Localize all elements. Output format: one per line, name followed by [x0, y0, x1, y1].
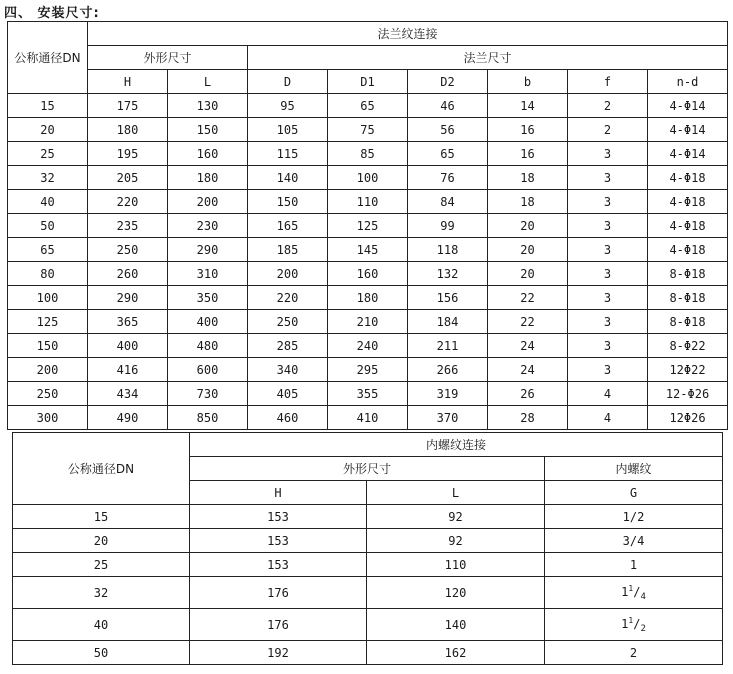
table-cell: 405 [248, 382, 328, 406]
table-cell: 4-Φ14 [648, 94, 728, 118]
outline-header: 外形尺寸 [190, 457, 545, 481]
table-cell: 410 [328, 406, 408, 430]
table-cell: 28 [488, 406, 568, 430]
table-cell: 40 [8, 190, 88, 214]
table-cell: 295 [328, 358, 408, 382]
table-cell: 3 [568, 142, 648, 166]
table-cell: 460 [248, 406, 328, 430]
table-cell: 16 [488, 142, 568, 166]
table-cell: 4-Φ18 [648, 214, 728, 238]
table-cell: 2 [568, 118, 648, 142]
table-cell: 16 [488, 118, 568, 142]
table-cell: 2 [568, 94, 648, 118]
table-cell: 319 [408, 382, 488, 406]
g-numerator: 1 [628, 615, 634, 625]
table-cell: 150 [168, 118, 248, 142]
g-cell: $1^1/_4$ [545, 577, 723, 609]
table-cell: 355 [328, 382, 408, 406]
table-cell: 118 [408, 238, 488, 262]
table-row [13, 505, 723, 529]
table-cell: 240 [328, 334, 408, 358]
table-row [8, 214, 728, 238]
group-header: 法兰纹连接 [88, 22, 728, 46]
table-row [8, 118, 728, 142]
table-cell: 4 [568, 406, 648, 430]
table-cell: 250 [8, 382, 88, 406]
table-cell: 8-Φ22 [648, 334, 728, 358]
table-cell: 3 [568, 214, 648, 238]
table-cell: 22 [488, 310, 568, 334]
table-row [8, 286, 728, 310]
thread-dimension-table [12, 432, 723, 665]
table-cell: 100 [8, 286, 88, 310]
table-row [8, 358, 728, 382]
table-cell: 290 [168, 238, 248, 262]
table-cell: 416 [88, 358, 168, 382]
table-cell: 3 [568, 286, 648, 310]
table-cell: 730 [168, 382, 248, 406]
table-row [13, 577, 723, 609]
table-cell: 210 [328, 310, 408, 334]
table-cell: 156 [408, 286, 488, 310]
table-cell: 3 [568, 262, 648, 286]
table-row [8, 238, 728, 262]
table-cell: 8-Φ18 [648, 286, 728, 310]
flange-header: 法兰尺寸 [248, 46, 728, 70]
g-cell: 1 [545, 553, 723, 577]
l-cell: 110 [367, 553, 545, 577]
table-cell: 150 [248, 190, 328, 214]
table-cell: 185 [248, 238, 328, 262]
table-cell: 24 [488, 358, 568, 382]
table-cell: 220 [248, 286, 328, 310]
g-denominator: 4 [640, 591, 646, 602]
g-whole: 1 [621, 584, 629, 599]
table-cell: 400 [88, 334, 168, 358]
table-cell: 150 [8, 334, 88, 358]
table-cell: 20 [488, 214, 568, 238]
table-cell: 200 [248, 262, 328, 286]
table-cell: 46 [408, 94, 488, 118]
table-cell: 180 [88, 118, 168, 142]
table-cell: 490 [88, 406, 168, 430]
table-cell: 20 [488, 262, 568, 286]
column-header: b [488, 70, 568, 94]
table-cell: 20 [488, 238, 568, 262]
table-cell: 65 [328, 94, 408, 118]
table-cell: 14 [488, 94, 568, 118]
table-cell: 32 [8, 166, 88, 190]
table-cell: 100 [328, 166, 408, 190]
table-cell: 110 [328, 190, 408, 214]
column-header: G [545, 481, 723, 505]
table-row [13, 641, 723, 665]
table-cell: 15 [8, 94, 88, 118]
table-cell: 180 [168, 166, 248, 190]
column-header: n-d [648, 70, 728, 94]
table-cell: 65 [408, 142, 488, 166]
table-cell: 300 [8, 406, 88, 430]
l-cell: 120 [367, 577, 545, 609]
table-cell: 340 [248, 358, 328, 382]
l-cell: 140 [367, 609, 545, 641]
table-cell: 12-Φ26 [648, 382, 728, 406]
h-cell: 176 [190, 609, 367, 641]
h-cell: 153 [190, 553, 367, 577]
g-cell: 3/4 [545, 529, 723, 553]
group-header: 内螺纹连接 [190, 433, 723, 457]
column-header: H [88, 70, 168, 94]
table-cell: 4-Φ18 [648, 238, 728, 262]
table-cell: 184 [408, 310, 488, 334]
table-cell: 4-Φ14 [648, 142, 728, 166]
dn-cell: 20 [13, 529, 190, 553]
column-header: D2 [408, 70, 488, 94]
table-cell: 85 [328, 142, 408, 166]
table-cell: 65 [8, 238, 88, 262]
thread-header: 内螺纹 [545, 457, 723, 481]
table-cell: 4-Φ18 [648, 166, 728, 190]
table-row [8, 334, 728, 358]
table-cell: 105 [248, 118, 328, 142]
table-cell: 266 [408, 358, 488, 382]
table-row [8, 310, 728, 334]
table-cell: 12Φ26 [648, 406, 728, 430]
table-cell: 20 [8, 118, 88, 142]
l-cell: 92 [367, 505, 545, 529]
table-cell: 26 [488, 382, 568, 406]
table-cell: 250 [248, 310, 328, 334]
outline-header: 外形尺寸 [88, 46, 248, 70]
table-cell: 50 [8, 214, 88, 238]
table-cell: 200 [8, 358, 88, 382]
g-whole: 1 [621, 616, 629, 631]
h-cell: 176 [190, 577, 367, 609]
table-cell: 211 [408, 334, 488, 358]
g-denominator: 2 [640, 623, 646, 634]
g-numerator: 1 [628, 583, 634, 593]
table-cell: 480 [168, 334, 248, 358]
table-cell: 4 [568, 382, 648, 406]
table-cell: 24 [488, 334, 568, 358]
table-cell: 3 [568, 310, 648, 334]
table-cell: 84 [408, 190, 488, 214]
g-cell: 2 [545, 641, 723, 665]
table-cell: 310 [168, 262, 248, 286]
table-cell: 160 [168, 142, 248, 166]
table-cell: 99 [408, 214, 488, 238]
table-row [13, 609, 723, 641]
h-cell: 153 [190, 505, 367, 529]
column-header: D1 [328, 70, 408, 94]
flange-dimension-table [7, 21, 728, 430]
table-cell: 115 [248, 142, 328, 166]
table-cell: 130 [168, 94, 248, 118]
g-cell: 1/2 [545, 505, 723, 529]
column-header: L [367, 481, 545, 505]
column-header: D [248, 70, 328, 94]
table-cell: 180 [328, 286, 408, 310]
table-cell: 600 [168, 358, 248, 382]
table-cell: 25 [8, 142, 88, 166]
column-header: L [168, 70, 248, 94]
table-cell: 140 [248, 166, 328, 190]
table-cell: 8-Φ18 [648, 262, 728, 286]
table-cell: 370 [408, 406, 488, 430]
table-row [13, 553, 723, 577]
dn-cell: 15 [13, 505, 190, 529]
table-row [8, 190, 728, 214]
table-cell: 125 [328, 214, 408, 238]
table-cell: 175 [88, 94, 168, 118]
dn-header: 公称通径DN [8, 22, 88, 94]
table-row [8, 94, 728, 118]
table-cell: 18 [488, 166, 568, 190]
table-cell: 18 [488, 190, 568, 214]
column-header: f [568, 70, 648, 94]
table-row [8, 382, 728, 406]
h-cell: 192 [190, 641, 367, 665]
table-cell: 434 [88, 382, 168, 406]
dn-cell: 50 [13, 641, 190, 665]
table-cell: 200 [168, 190, 248, 214]
table-cell: 365 [88, 310, 168, 334]
table-cell: 195 [88, 142, 168, 166]
table-cell: 290 [88, 286, 168, 310]
table-cell: 132 [408, 262, 488, 286]
table-row [13, 529, 723, 553]
table-cell: 95 [248, 94, 328, 118]
table-cell: 3 [568, 334, 648, 358]
table-cell: 3 [568, 190, 648, 214]
table-cell: 230 [168, 214, 248, 238]
table-row [8, 262, 728, 286]
column-header: H [190, 481, 367, 505]
table-cell: 220 [88, 190, 168, 214]
table-cell: 4-Φ18 [648, 190, 728, 214]
table-cell: 145 [328, 238, 408, 262]
table-cell: 80 [8, 262, 88, 286]
table-cell: 205 [88, 166, 168, 190]
dn-header: 公称通径DN [13, 433, 190, 505]
table-cell: 8-Φ18 [648, 310, 728, 334]
table-cell: 4-Φ14 [648, 118, 728, 142]
dn-cell: 32 [13, 577, 190, 609]
table-cell: 75 [328, 118, 408, 142]
table-cell: 260 [88, 262, 168, 286]
l-cell: 92 [367, 529, 545, 553]
h-cell: 153 [190, 529, 367, 553]
table-cell: 12Φ22 [648, 358, 728, 382]
dn-cell: 25 [13, 553, 190, 577]
l-cell: 162 [367, 641, 545, 665]
table-cell: 160 [328, 262, 408, 286]
table-cell: 350 [168, 286, 248, 310]
table-cell: 76 [408, 166, 488, 190]
table-cell: 850 [168, 406, 248, 430]
table-cell: 165 [248, 214, 328, 238]
table-cell: 285 [248, 334, 328, 358]
table-cell: 22 [488, 286, 568, 310]
g-cell: $1^1/_2$ [545, 609, 723, 641]
table-cell: 3 [568, 238, 648, 262]
table-cell: 3 [568, 166, 648, 190]
table-row [8, 166, 728, 190]
table-row [8, 142, 728, 166]
dn-cell: 40 [13, 609, 190, 641]
table-cell: 56 [408, 118, 488, 142]
table-cell: 400 [168, 310, 248, 334]
table-cell: 3 [568, 358, 648, 382]
table-cell: 250 [88, 238, 168, 262]
table-cell: 235 [88, 214, 168, 238]
table-cell: 125 [8, 310, 88, 334]
table-row [8, 406, 728, 430]
section-title: 四、 安装尺寸: [4, 6, 100, 21]
